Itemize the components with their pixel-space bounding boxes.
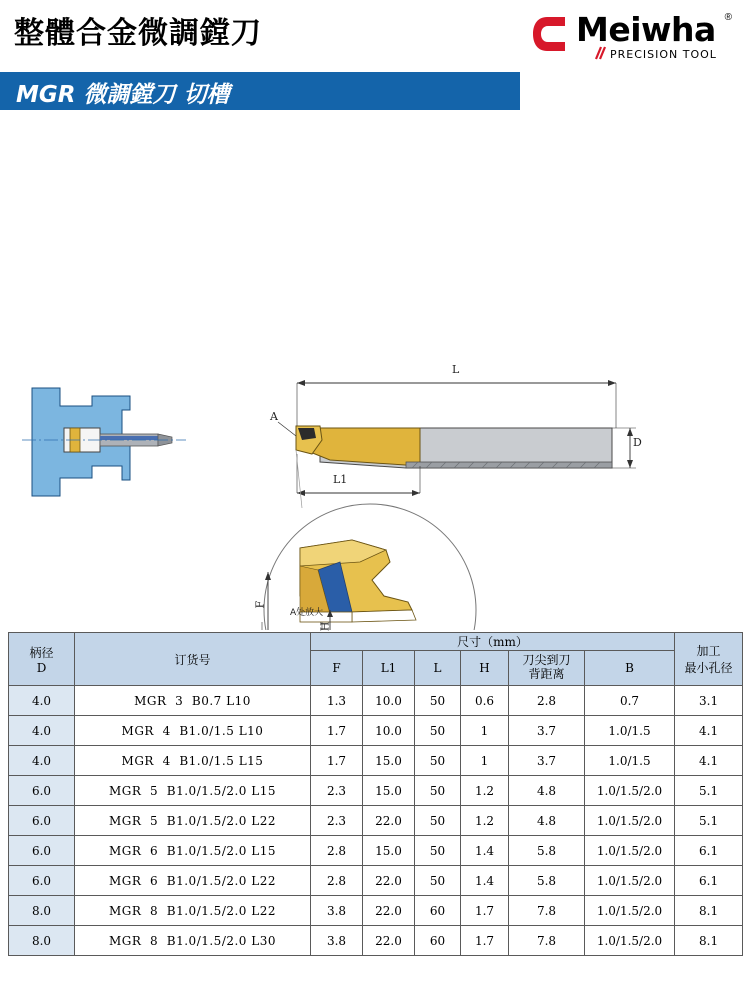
cell-shank: 4.0 bbox=[9, 686, 75, 716]
cell-L: 50 bbox=[415, 866, 461, 896]
cell-B: 1.0/1.5/2.0 bbox=[585, 776, 675, 806]
cell-shank: 6.0 bbox=[9, 776, 75, 806]
header-B: B bbox=[585, 651, 675, 686]
cell-min-bore: 4.1 bbox=[675, 746, 743, 776]
cell-shank: 4.0 bbox=[9, 746, 75, 776]
cell-H: 1.4 bbox=[461, 836, 509, 866]
cell-min-bore: 6.1 bbox=[675, 836, 743, 866]
cell-tip: 3.7 bbox=[509, 746, 585, 776]
logo-c-mark-icon bbox=[532, 14, 572, 54]
dimension-label-L: L bbox=[452, 363, 460, 376]
cell-L: 50 bbox=[415, 806, 461, 836]
dimension-label-L1: L1 bbox=[333, 473, 348, 486]
cell-H: 1 bbox=[461, 716, 509, 746]
cell-B: 1.0/1.5/2.0 bbox=[585, 806, 675, 836]
cell-F: 3.8 bbox=[311, 896, 363, 926]
insert-detail-illustration bbox=[262, 540, 416, 630]
cell-order: MGR 5 B1.0/1.5/2.0 L22 bbox=[75, 806, 311, 836]
cell-B: 1.0/1.5 bbox=[585, 746, 675, 776]
cell-L: 50 bbox=[415, 776, 461, 806]
page-header bbox=[0, 0, 750, 110]
cell-min-bore: 8.1 bbox=[675, 896, 743, 926]
cell-L: 50 bbox=[415, 716, 461, 746]
table-row bbox=[9, 776, 743, 806]
cell-tip: 5.8 bbox=[509, 866, 585, 896]
cell-shank: 8.0 bbox=[9, 896, 75, 926]
cell-F: 2.8 bbox=[311, 866, 363, 896]
cell-F: 2.3 bbox=[311, 776, 363, 806]
cell-L1: 22.0 bbox=[363, 896, 415, 926]
cell-F: 1.7 bbox=[311, 716, 363, 746]
header-shank-line2: D bbox=[36, 660, 47, 675]
header-L1: L1 bbox=[363, 651, 415, 686]
dimension-label-F: F bbox=[253, 600, 267, 609]
header-min-bore bbox=[675, 633, 743, 686]
cell-order: MGR 4 B1.0/1.5 L10 bbox=[75, 716, 311, 746]
company-logo bbox=[532, 12, 732, 70]
cell-L: 50 bbox=[415, 746, 461, 776]
header-shank-diameter bbox=[9, 633, 75, 686]
cell-H: 1.7 bbox=[461, 926, 509, 956]
header-shank-line1: 柄径 bbox=[29, 645, 54, 660]
cell-F: 2.8 bbox=[311, 836, 363, 866]
cell-F: 2.3 bbox=[311, 806, 363, 836]
cell-B: 1.0/1.5/2.0 bbox=[585, 926, 675, 956]
cell-L1: 22.0 bbox=[363, 866, 415, 896]
cell-B: 1.0/1.5/2.0 bbox=[585, 896, 675, 926]
detail-marker-A: A bbox=[270, 410, 278, 423]
cell-H: 1.2 bbox=[461, 776, 509, 806]
table-row bbox=[9, 836, 743, 866]
cell-tip: 5.8 bbox=[509, 836, 585, 866]
cell-shank: 4.0 bbox=[9, 716, 75, 746]
cell-B: 1.0/1.5 bbox=[585, 716, 675, 746]
cell-tip: 4.8 bbox=[509, 806, 585, 836]
cell-min-bore: 3.1 bbox=[675, 686, 743, 716]
diagram-svg bbox=[0, 110, 750, 630]
cell-F: 3.8 bbox=[311, 926, 363, 956]
dimension-label-D: D bbox=[633, 436, 642, 449]
cell-B: 1.0/1.5/2.0 bbox=[585, 836, 675, 866]
header-min-bore-line1: 加工 bbox=[696, 644, 721, 658]
cell-L1: 15.0 bbox=[363, 776, 415, 806]
cell-tip: 2.8 bbox=[509, 686, 585, 716]
cell-L1: 15.0 bbox=[363, 746, 415, 776]
logo-tagline: PRECISION TOOL bbox=[610, 48, 717, 61]
cell-shank: 6.0 bbox=[9, 806, 75, 836]
cell-order: MGR 8 B1.0/1.5/2.0 L22 bbox=[75, 896, 311, 926]
cell-F: 1.7 bbox=[311, 746, 363, 776]
cell-min-bore: 5.1 bbox=[675, 806, 743, 836]
logo-wordmark: Meiwha bbox=[576, 10, 716, 49]
cell-order: MGR 5 B1.0/1.5/2.0 L15 bbox=[75, 776, 311, 806]
cell-L1: 15.0 bbox=[363, 836, 415, 866]
header-min-bore-line2: 最小孔径 bbox=[684, 661, 733, 675]
header-order-number: 订货号 bbox=[75, 633, 311, 686]
cell-order: MGR 6 B1.0/1.5/2.0 L15 bbox=[75, 836, 311, 866]
logo-registered-mark: ® bbox=[724, 12, 732, 23]
cell-order: MGR 4 B1.0/1.5 L15 bbox=[75, 746, 311, 776]
cell-L1: 10.0 bbox=[363, 686, 415, 716]
cell-H: 0.6 bbox=[461, 686, 509, 716]
cell-L1: 22.0 bbox=[363, 926, 415, 956]
cell-min-bore: 5.1 bbox=[675, 776, 743, 806]
detail-caption: A处放大 bbox=[290, 608, 324, 618]
cell-L: 60 bbox=[415, 926, 461, 956]
table-row bbox=[9, 686, 743, 716]
header-tip-line1: 刀尖到刀 bbox=[522, 653, 571, 668]
cell-min-bore: 6.1 bbox=[675, 866, 743, 896]
cell-min-bore: 8.1 bbox=[675, 926, 743, 956]
table-body bbox=[9, 686, 743, 956]
cell-L1: 10.0 bbox=[363, 716, 415, 746]
cell-order: MGR 3 B0.7 L10 bbox=[75, 686, 311, 716]
cell-order: MGR 8 B1.0/1.5/2.0 L30 bbox=[75, 926, 311, 956]
cell-min-bore: 4.1 bbox=[675, 716, 743, 746]
cell-H: 1.2 bbox=[461, 806, 509, 836]
cell-F: 1.3 bbox=[311, 686, 363, 716]
cell-L: 60 bbox=[415, 896, 461, 926]
header-L: L bbox=[415, 651, 461, 686]
table-row bbox=[9, 926, 743, 956]
table-row bbox=[9, 896, 743, 926]
specification-table bbox=[8, 632, 742, 956]
table-header-row-1 bbox=[9, 633, 743, 651]
cell-H: 1 bbox=[461, 746, 509, 776]
cell-B: 0.7 bbox=[585, 686, 675, 716]
header-dimensions: 尺寸（mm） bbox=[311, 633, 675, 651]
cell-L: 50 bbox=[415, 686, 461, 716]
table-row bbox=[9, 806, 743, 836]
page-title: 整體合金微調鏜刀 bbox=[14, 16, 262, 51]
cell-L1: 22.0 bbox=[363, 806, 415, 836]
cell-shank: 6.0 bbox=[9, 836, 75, 866]
page-subtitle: MGR 微調鏜刀 切槽 bbox=[16, 82, 230, 108]
dimension-label-H: H bbox=[318, 621, 332, 632]
cell-shank: 6.0 bbox=[9, 866, 75, 896]
cell-B: 1.0/1.5/2.0 bbox=[585, 866, 675, 896]
table-row bbox=[9, 746, 743, 776]
cell-tip: 7.8 bbox=[509, 896, 585, 926]
cell-tip: 4.8 bbox=[509, 776, 585, 806]
cell-H: 1.7 bbox=[461, 896, 509, 926]
cell-H: 1.4 bbox=[461, 866, 509, 896]
cell-order: MGR 6 B1.0/1.5/2.0 L22 bbox=[75, 866, 311, 896]
table-row bbox=[9, 866, 743, 896]
table-row bbox=[9, 716, 743, 746]
product-diagram bbox=[0, 110, 750, 630]
header-H: H bbox=[461, 651, 509, 686]
logo-slashes-icon bbox=[590, 46, 608, 60]
holder-assembly-illustration bbox=[22, 388, 186, 496]
cell-tip: 3.7 bbox=[509, 716, 585, 746]
cell-shank: 8.0 bbox=[9, 926, 75, 956]
header-tip-to-back bbox=[509, 651, 585, 686]
cell-tip: 7.8 bbox=[509, 926, 585, 956]
cell-L: 50 bbox=[415, 836, 461, 866]
header-tip-line2: 背距离 bbox=[528, 667, 565, 681]
header-F: F bbox=[311, 651, 363, 686]
